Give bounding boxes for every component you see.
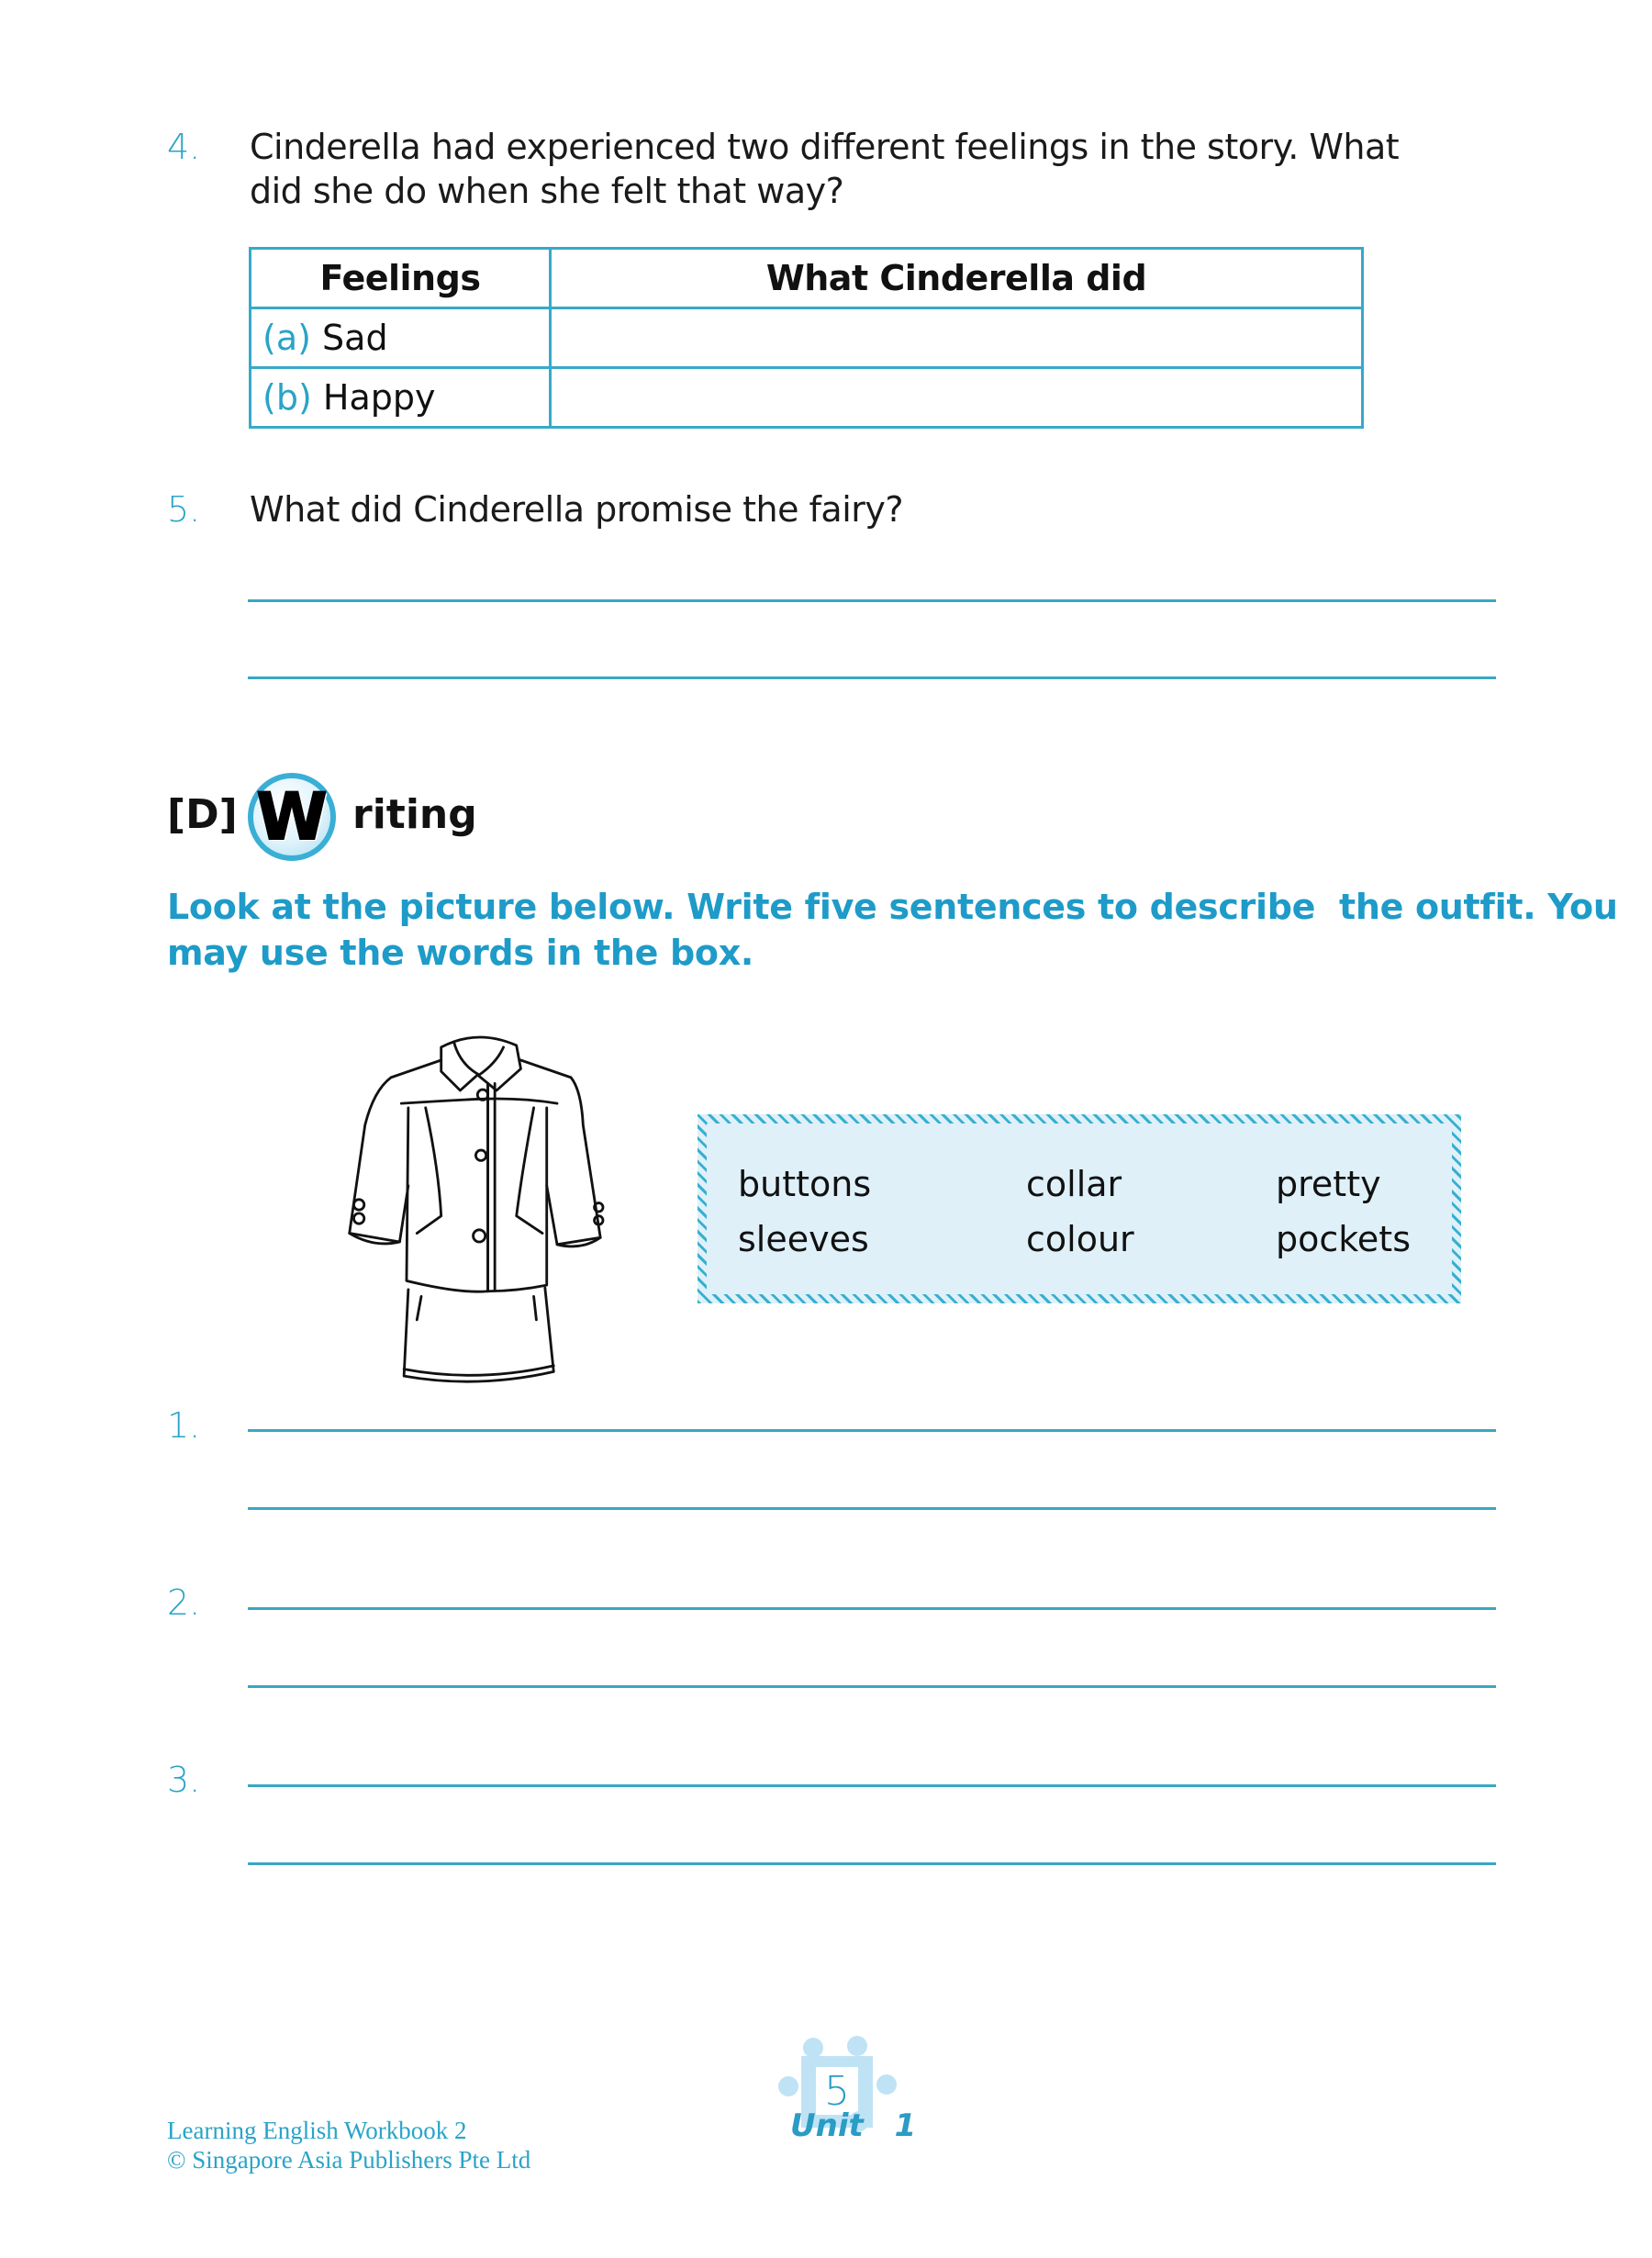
row-label: (a) <box>262 318 311 358</box>
section-tag: [D] <box>167 791 238 838</box>
answer-line-s1-2[interactable] <box>248 1507 1496 1510</box>
question-5-number: 5. <box>167 489 201 530</box>
table-row <box>251 368 1363 428</box>
book-title: Learning English Workbook 2 <box>167 2117 467 2144</box>
answer-line-q5-2[interactable] <box>248 676 1496 679</box>
answer-cell-sad[interactable] <box>551 308 1363 368</box>
feelings-table <box>249 247 1364 429</box>
unit-word: Unit <box>790 2107 864 2144</box>
answer-line-s3-2[interactable] <box>248 1862 1496 1865</box>
writing-w-badge-icon <box>248 773 336 861</box>
page-number-badge <box>776 2036 917 2146</box>
answer-line-s3-1[interactable] <box>248 1784 1496 1787</box>
feeling-text: Sad <box>322 318 388 358</box>
instruction-line-2: may use the words in the box. <box>167 933 754 973</box>
word-pretty: pretty <box>1276 1164 1381 1204</box>
outfit-picture-icon <box>330 1019 633 1404</box>
feeling-cell-sad <box>251 308 551 368</box>
answer-line-s2-2[interactable] <box>248 1685 1496 1688</box>
question-5-text: What did Cinderella promise the fairy? <box>250 489 904 530</box>
decor-dot-icon <box>778 2076 798 2096</box>
word-colour: colour <box>1026 1219 1134 1259</box>
feeling-cell-happy <box>251 368 551 428</box>
answer-line-q5-1[interactable] <box>248 599 1496 602</box>
badge-letter: W <box>256 779 328 855</box>
sentence-3-number: 3. <box>167 1760 201 1800</box>
section-instructions <box>167 884 1618 976</box>
decor-dot-icon <box>803 2038 823 2058</box>
answer-line-s2-1[interactable] <box>248 1607 1496 1610</box>
question-4-text <box>250 125 1498 213</box>
question-4-number: 4. <box>167 127 201 167</box>
table-header-row <box>251 249 1363 308</box>
footer-credits <box>167 2116 530 2174</box>
page-number: 5 <box>816 2067 858 2115</box>
table-row <box>251 308 1363 368</box>
word-collar: collar <box>1026 1164 1122 1204</box>
header-what-cinderella-did: What Cinderella did <box>551 249 1363 308</box>
sentence-2-number: 2. <box>167 1582 201 1623</box>
question-4-line-2: did she do when she felt that way? <box>250 171 844 211</box>
answer-cell-happy[interactable] <box>551 368 1363 428</box>
unit-number: 1 <box>894 2107 917 2144</box>
word-buttons: buttons <box>738 1164 872 1204</box>
decor-dot-icon <box>847 2036 867 2056</box>
question-4-line-1: Cinderella had experienced two different feelings in the story. What <box>250 127 1400 167</box>
word-box <box>698 1114 1461 1303</box>
feeling-text: Happy <box>322 377 436 418</box>
header-feelings: Feelings <box>251 249 551 308</box>
section-title: riting <box>352 791 477 838</box>
decor-dot-icon <box>876 2074 897 2095</box>
sentence-1-number: 1. <box>167 1405 201 1446</box>
unit-label <box>790 2107 916 2144</box>
answer-line-s1-1[interactable] <box>248 1429 1496 1432</box>
word-pockets: pockets <box>1276 1219 1411 1259</box>
row-label: (b) <box>262 377 312 418</box>
copyright: © Singapore Asia Publishers Pte Ltd <box>167 2146 531 2174</box>
word-sleeves: sleeves <box>738 1219 869 1259</box>
instruction-line-1: Look at the picture below. Write five sentences to describe the outfit. You <box>167 887 1618 927</box>
